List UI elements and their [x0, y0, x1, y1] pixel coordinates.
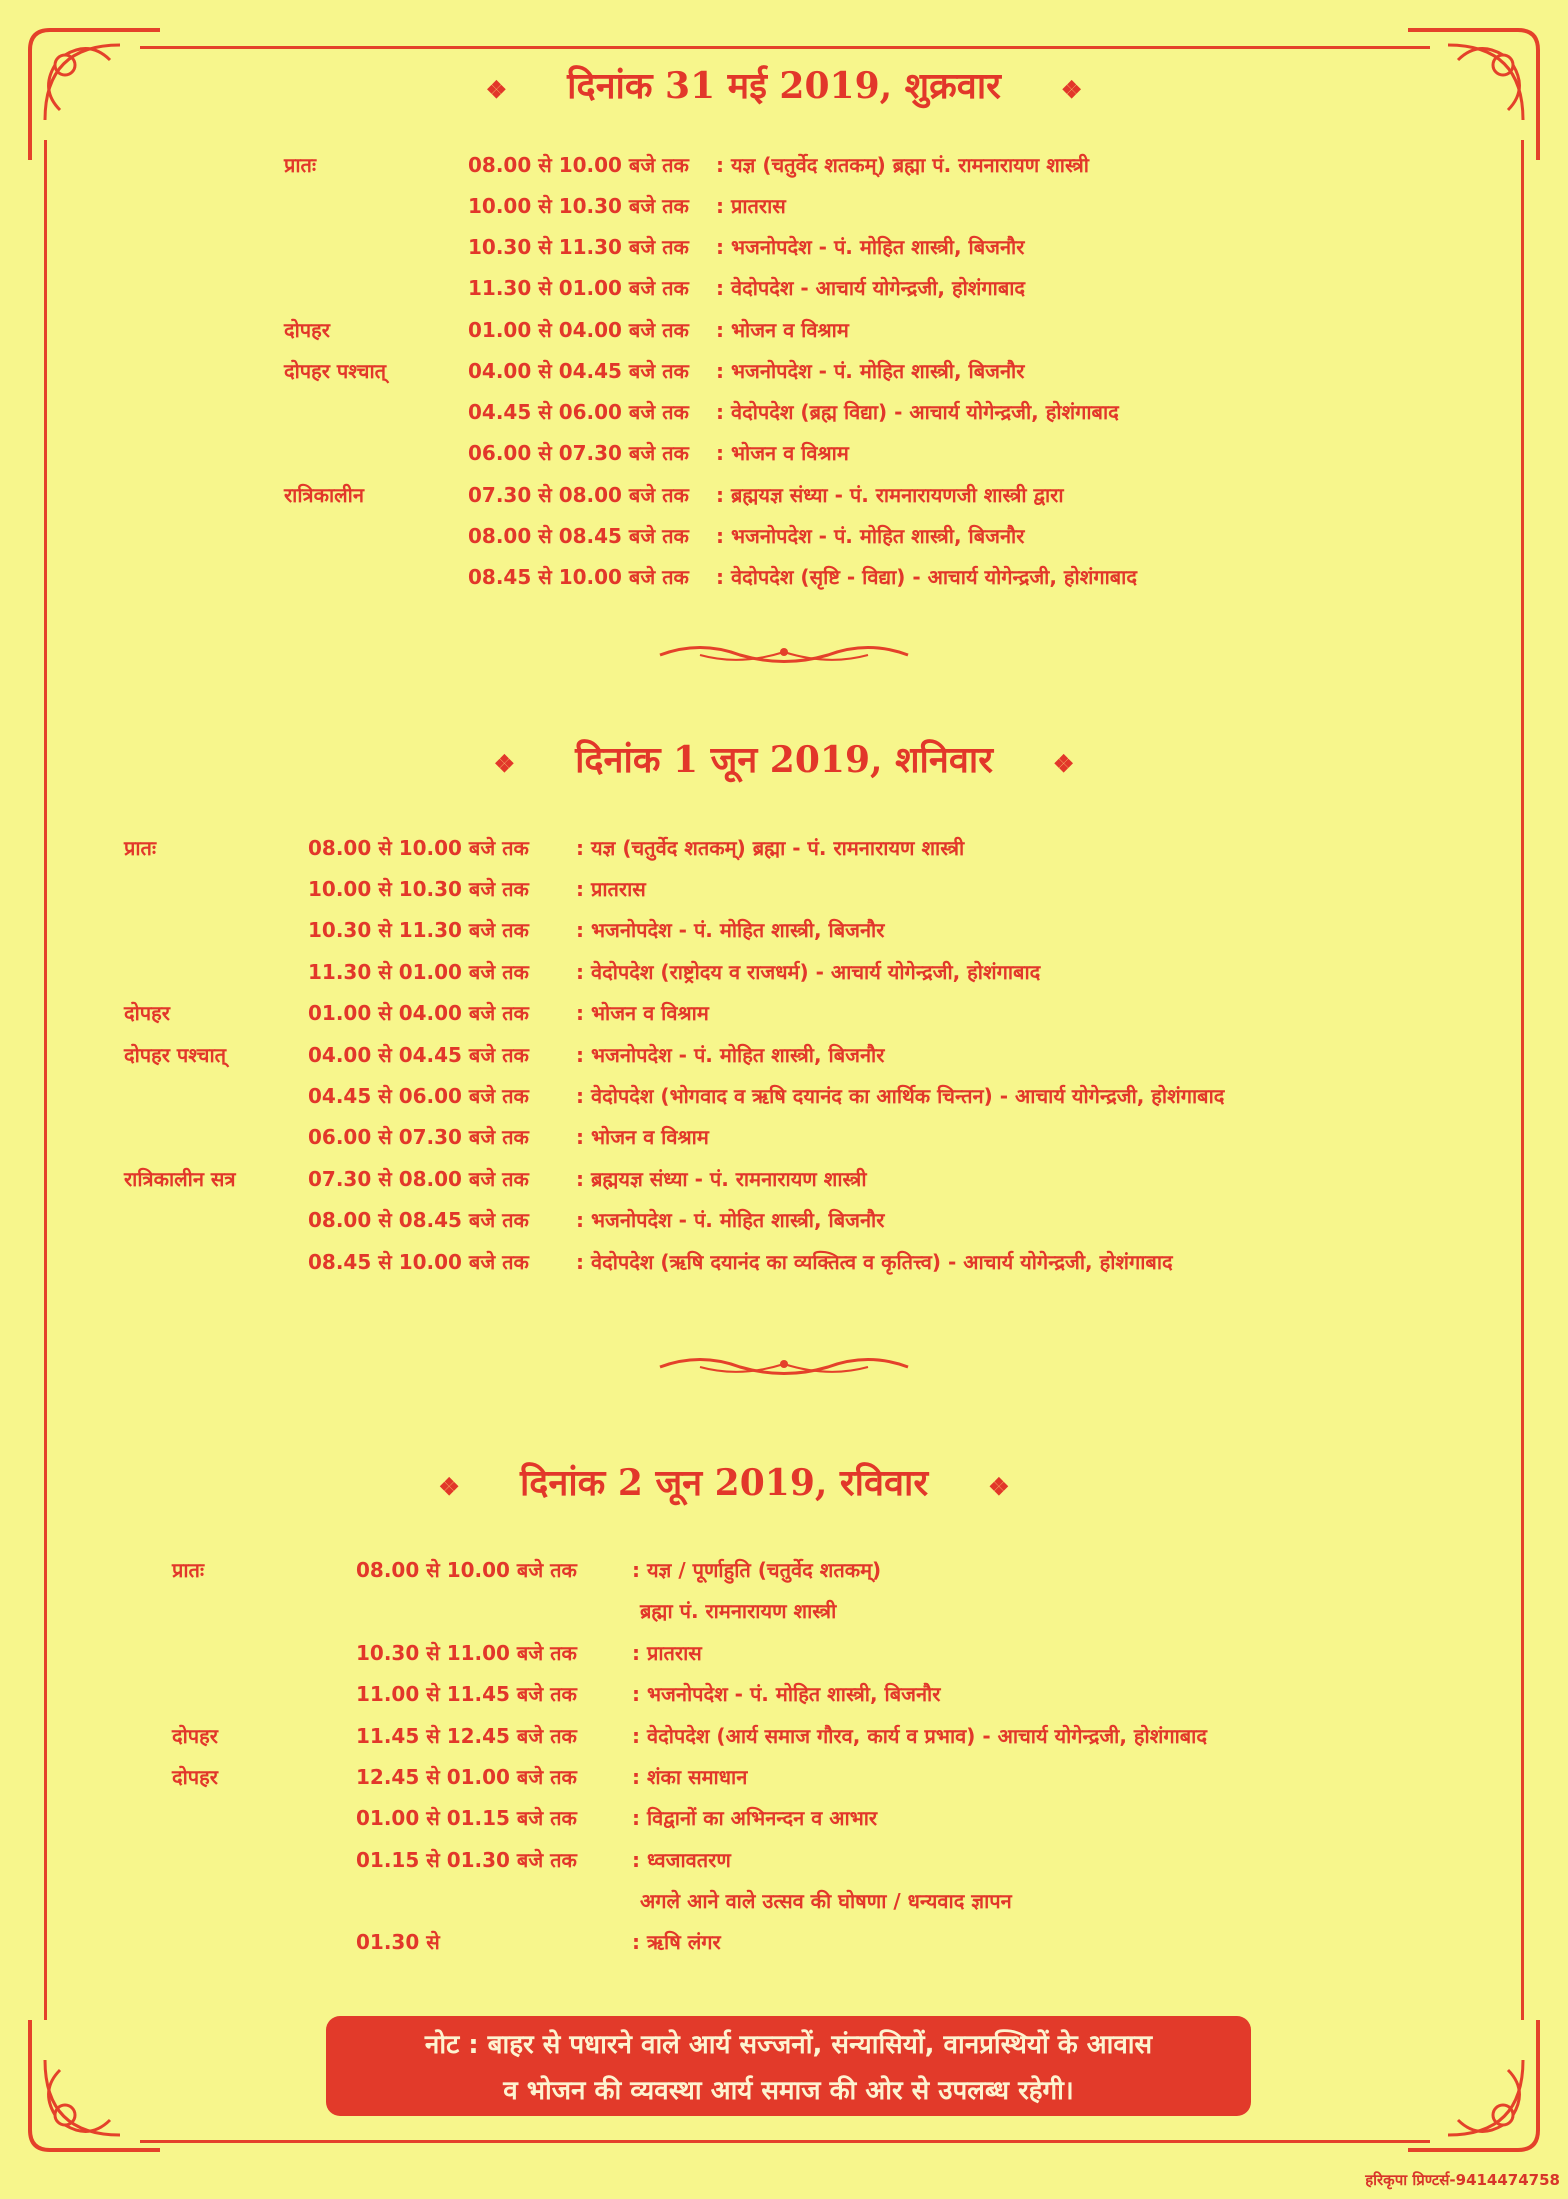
diamond-flourish-icon: ❖ — [1060, 74, 1083, 104]
activity: : भजनोपदेश - पं. मोहित शास्त्री, बिजनौर — [576, 1208, 885, 1232]
day-2-title-text: दिनांक 1 जून 2019, शनिवार — [575, 739, 993, 781]
time-slot: 11.30 से 01.00 बजे तक — [468, 276, 689, 300]
period-label: प्रातः — [124, 836, 156, 860]
time-slot: 08.45 से 10.00 बजे तक — [468, 565, 689, 589]
time-slot: 07.30 से 08.00 बजे तक — [468, 483, 689, 507]
printer-credit: हरिकृपा प्रिण्टर्स-9414474758 — [1365, 2171, 1560, 2189]
activity: : शंका समाधान — [632, 1765, 748, 1789]
activity: : भजनोपदेश - पं. मोहित शास्त्री, बिजनौर — [576, 1043, 885, 1067]
day-3-title-text: दिनांक 2 जून 2019, रविवार — [519, 1462, 929, 1504]
day-1-title — [0, 60, 1568, 109]
activity: ब्रह्मा पं. रामनारायण शास्त्री — [640, 1599, 837, 1623]
time-slot: 04.00 से 04.45 बजे तक — [308, 1043, 529, 1067]
activity: : यज्ञ (चतुर्वेद शतकम्) ब्रह्मा पं. रामनारायण शास्त्री — [716, 153, 1089, 177]
day-2-title — [0, 734, 1568, 783]
time-slot: 12.45 से 01.00 बजे तक — [356, 1765, 577, 1789]
diamond-flourish-icon: ❖ — [485, 74, 508, 104]
divider-ornament — [0, 640, 1568, 670]
activity: : प्रातरास — [632, 1641, 702, 1665]
border-left — [44, 140, 47, 2020]
activity: : भजनोपदेश - पं. मोहित शास्त्री, बिजनौर — [576, 918, 885, 942]
activity: : वेदोपदेश - आचार्य योगेन्द्रजी, होशंगाबाद — [716, 276, 1026, 300]
activity: : भोजन व विश्राम — [576, 1001, 709, 1025]
time-slot: 01.30 से — [356, 1930, 440, 1954]
activity: : ब्रह्मयज्ञ संध्या - पं. रामनारायणजी शास्त्री द्वारा — [716, 483, 1064, 507]
period-label: दोपहर पश्चात् — [124, 1043, 227, 1067]
day-1-title-text: दिनांक 31 मई 2019, शुक्रवार — [567, 65, 1001, 107]
activity: : यज्ञ / पूर्णाहुति (चतुर्वेद शतकम्) — [632, 1558, 882, 1582]
activity: : भोजन व विश्राम — [716, 318, 849, 342]
time-slot: 10.30 से 11.30 बजे तक — [468, 235, 689, 259]
time-slot: 10.00 से 10.30 बजे तक — [308, 877, 529, 901]
border-top — [140, 46, 1430, 49]
note-line-2: व भोजन की व्यवस्था आर्य समाज की ओर से उपलब्ध रहेगी। — [503, 2076, 1074, 2106]
activity: : ऋषि लंगर — [632, 1930, 721, 1954]
corner-ornament-bottom-right — [1398, 2010, 1548, 2160]
activity: : ब्रह्मयज्ञ संध्या - पं. रामनारायण शास्त्री — [576, 1167, 867, 1191]
time-slot: 01.00 से 01.15 बजे तक — [356, 1806, 577, 1830]
period-label: प्रातः — [284, 153, 316, 177]
time-slot: 01.15 से 01.30 बजे तक — [356, 1848, 577, 1872]
accommodation-note — [326, 2016, 1251, 2116]
time-slot: 11.30 से 01.00 बजे तक — [308, 960, 529, 984]
activity: : भजनोपदेश - पं. मोहित शास्त्री, बिजनौर — [632, 1682, 941, 1706]
day-3-title — [0, 1457, 1508, 1506]
activity: : वेदोपदेश (राष्ट्रोदय व राजधर्म) - आचार्य योगेन्द्रजी, होशंगाबाद — [576, 960, 1041, 984]
time-slot: 08.00 से 08.45 बजे तक — [468, 524, 689, 548]
activity: अगले आने वाले उत्सव की घोषणा / धन्यवाद ज्ञापन — [640, 1889, 1012, 1913]
time-slot: 08.00 से 08.45 बजे तक — [308, 1208, 529, 1232]
period-label: दोपहर — [172, 1765, 218, 1789]
activity: : वेदोपदेश (भोगवाद व ऋषि दयानंद का आर्थिक चिन्तन) - आचार्य योगेन्द्रजी, होशंगाबाद — [576, 1084, 1225, 1108]
activity: : भोजन व विश्राम — [576, 1125, 709, 1149]
diamond-flourish-icon: ❖ — [493, 748, 516, 778]
time-slot: 08.45 से 10.00 बजे तक — [308, 1250, 529, 1274]
time-slot: 04.00 से 04.45 बजे तक — [468, 359, 689, 383]
time-slot: 11.45 से 12.45 बजे तक — [356, 1724, 577, 1748]
time-slot: 07.30 से 08.00 बजे तक — [308, 1167, 529, 1191]
border-right — [1521, 140, 1524, 2020]
diamond-flourish-icon: ❖ — [988, 1471, 1010, 1501]
activity: : वेदोपदेश (ऋषि दयानंद का व्यक्तित्व व कृतित्त्व) - आचार्य योगेन्द्रजी, होशंगाबाद — [576, 1250, 1173, 1274]
activity: : भजनोपदेश - पं. मोहित शास्त्री, बिजनौर — [716, 359, 1025, 383]
note-line-1: नोट : बाहर से पधारने वाले आर्य सज्जनों, संन्यासियों, वानप्रस्थियों के आवास — [424, 2030, 1153, 2060]
period-label: प्रातः — [172, 1558, 204, 1582]
divider-ornament — [0, 1352, 1568, 1382]
activity: : वेदोपदेश (सृष्टि - विद्या) - आचार्य योगेन्द्रजी, होशंगाबाद — [716, 565, 1137, 589]
diamond-flourish-icon: ❖ — [1052, 748, 1075, 778]
time-slot: 06.00 से 07.30 बजे तक — [308, 1125, 529, 1149]
time-slot: 01.00 से 04.00 बजे तक — [308, 1001, 529, 1025]
time-slot: 04.45 से 06.00 बजे तक — [308, 1084, 529, 1108]
time-slot: 08.00 से 10.00 बजे तक — [468, 153, 689, 177]
activity: : भजनोपदेश - पं. मोहित शास्त्री, बिजनौर — [716, 235, 1025, 259]
period-label: दोपहर पश्चात् — [284, 359, 387, 383]
corner-ornament-bottom-left — [20, 2010, 170, 2160]
time-slot: 10.00 से 10.30 बजे तक — [468, 194, 689, 218]
time-slot: 10.30 से 11.30 बजे तक — [308, 918, 529, 942]
time-slot: 11.00 से 11.45 बजे तक — [356, 1682, 577, 1706]
time-slot: 08.00 से 10.00 बजे तक — [356, 1558, 577, 1582]
period-label: दोपहर — [124, 1001, 170, 1025]
activity: : प्रातरास — [576, 877, 646, 901]
time-slot: 04.45 से 06.00 बजे तक — [468, 400, 689, 424]
period-label: रात्रिकालीन सत्र — [124, 1167, 236, 1191]
period-label: रात्रिकालीन — [284, 483, 364, 507]
period-label: दोपहर — [172, 1724, 218, 1748]
activity: : प्रातरास — [716, 194, 786, 218]
activity: : वेदोपदेश (आर्य समाज गौरव, कार्य व प्रभाव) - आचार्य योगेन्द्रजी, होशंगाबाद — [632, 1724, 1207, 1748]
activity: : ध्वजावतरण — [632, 1848, 731, 1872]
activity: : भजनोपदेश - पं. मोहित शास्त्री, बिजनौर — [716, 524, 1025, 548]
time-slot: 10.30 से 11.00 बजे तक — [356, 1641, 577, 1665]
activity: : यज्ञ (चतुर्वेद शतकम्) ब्रह्मा - पं. रामनारायण शास्त्री — [576, 836, 965, 860]
activity: : विद्वानों का अभिनन्दन व आभार — [632, 1806, 878, 1830]
border-bottom — [140, 2140, 1430, 2143]
activity: : भोजन व विश्राम — [716, 441, 849, 465]
time-slot: 06.00 से 07.30 बजे तक — [468, 441, 689, 465]
time-slot: 01.00 से 04.00 बजे तक — [468, 318, 689, 342]
activity: : वेदोपदेश (ब्रह्म विद्या) - आचार्य योगेन्द्रजी, होशंगाबाद — [716, 400, 1119, 424]
period-label: दोपहर — [284, 318, 330, 342]
time-slot: 08.00 से 10.00 बजे तक — [308, 836, 529, 860]
diamond-flourish-icon: ❖ — [438, 1471, 460, 1501]
